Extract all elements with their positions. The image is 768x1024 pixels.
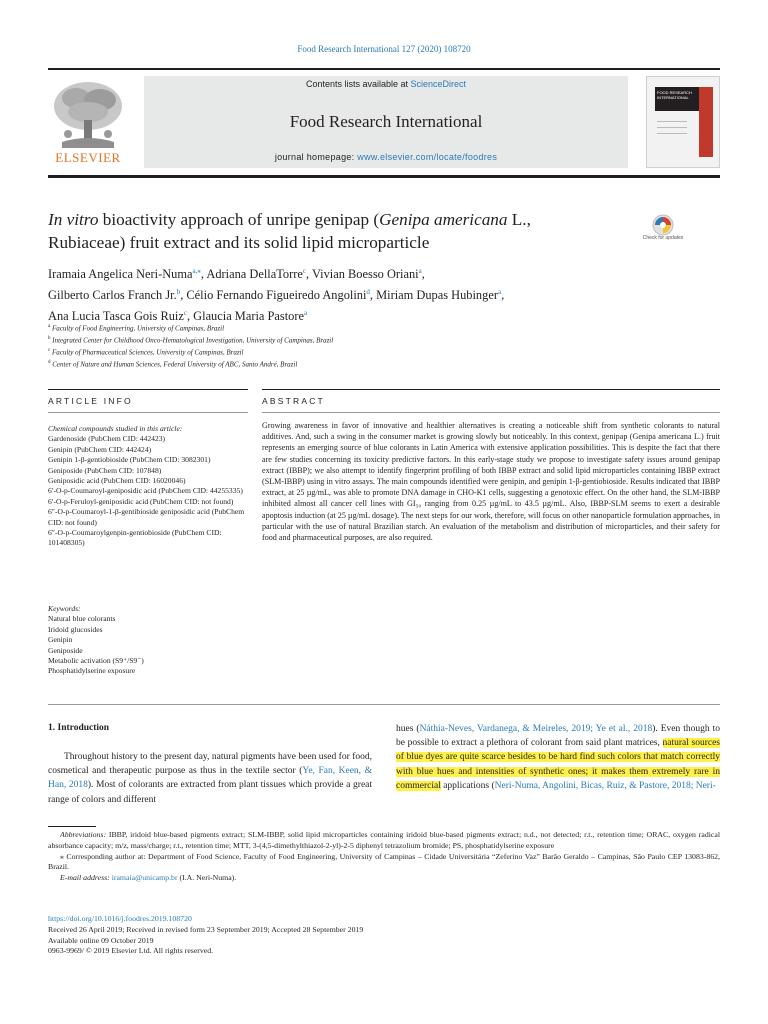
introduction-heading: 1. Introduction — [48, 723, 110, 733]
affiliation-text: Faculty of Food Engineering, University of Campinas, Brazil — [51, 324, 225, 333]
abstract-subrule — [262, 412, 720, 413]
abbreviations-note — [48, 830, 720, 852]
cover-title: FOOD RESEARCH INTERNATIONAL — [655, 87, 699, 111]
keyword-item: Natural blue colorants — [48, 614, 116, 624]
author-name[interactable]: Célio Fernando Figueiredo Angolini — [186, 288, 367, 303]
crossmark-label[interactable]: Check for updates — [642, 235, 684, 241]
cover-line — [657, 127, 687, 128]
compound-item: 6″-O-p-Coumaroylgenpin-gentiobioside (PubChem CID: 101408305) — [48, 528, 222, 548]
abstract-body: Growing awareness in favor of innovative and healthier alternatives is creating a noticeable shift from synthetic colorants to natural additives. And, such a swing in the consumer market is growing slowly but noticeably. In this context, genipap (Genipa americana L.) fruit represents an emerging source of blue colorants in Latin America with extensive application possibilities. This is despite the fact that there are few studies concerning its toxicity predictive factors. In this early-stage study we propose to investigate safety issues around genipap extract (IBBP); we also attempt to identify fingerprint profiling of both IBBP extract and solid lipid microparticles containing IBBP extract (SLM-IBBP) using in vitro assays. The main compounds identified were genipin, and genipin 1-β-gentiobioside. Results indicated that IBBP extract, at 25 µg/mL, was able to promote DNA damage in CHO-K1 cells, suggesting a genotoxic effect. On the other hand, the SLM-IBBP inhibited almost all cancer cell lines with GI₅₀ ranging from 0.25 µg/mL to 43.5 µg/mL. Also, IBBP-SLM seems to exert a desirable apoptosis induction (at 25 µg/mL dosage). The next steps for our work, therefore, will focus on other nanoparticle formulation approaches, in particular with the use of natural Brazilian starch. An evaluation of the metabolism and distribution of microparticles, and their safety for food and pharmaceutical purposes, are also required. — [262, 421, 720, 543]
author-name[interactable]: Adriana DellaTorre — [206, 267, 303, 282]
compound-item: Genipin 1-β-gentiobioside (PubChem CID: 3082301) — [48, 455, 211, 465]
affiliation-key: c — [48, 347, 51, 353]
affiliation — [48, 358, 688, 370]
article-info-rule — [48, 389, 248, 390]
cover-line — [657, 133, 687, 134]
journal-info-box — [144, 76, 628, 168]
doi-link[interactable]: https://doi.org/10.1016/j.foodres.2019.108720 — [48, 914, 192, 923]
keyword-item: Geniposide — [48, 645, 83, 655]
elsevier-wordmark: ELSEVIER — [55, 150, 121, 165]
footnotes — [48, 830, 720, 884]
author-name[interactable]: Glaucia Maria Pastore — [193, 309, 304, 324]
introduction-left-column — [48, 750, 372, 807]
publication-info — [48, 914, 720, 957]
affiliation-key: d — [48, 359, 51, 365]
homepage-prefix: journal homepage: — [274, 152, 358, 162]
author-affil-marker[interactable]: c — [183, 309, 187, 318]
author-separator: , — [180, 288, 187, 303]
compound-item: Gardenoside (PubChem CID: 442423) — [48, 434, 166, 444]
sciencedirect-link[interactable]: ScienceDirect — [410, 79, 467, 89]
footnote-rule — [48, 826, 96, 827]
title-part: bioactivity approach of unripe genipap ( — [98, 210, 380, 229]
keywords-heading: Keywords: — [48, 604, 81, 613]
email-label: E-mail address: — [60, 873, 112, 883]
compound-item: Geniposide (PubChem CID: 107848) — [48, 465, 162, 475]
intro-text: applications ( — [440, 780, 495, 791]
received-dates: Received 26 April 2019; Received in revised form 23 September 2019; Accepted 28 September 2019 — [48, 924, 364, 934]
author-separator: , — [200, 267, 207, 282]
contents-prefix: Contents lists available at — [305, 79, 411, 89]
compound-item: 6′-O-p-Feruloyl-geniposidic acid (PubChem CID: not found) — [48, 496, 234, 506]
reference-link[interactable]: Náthia-Neves, Vardanega, & Meireles, 2019; Ye et al., 2018 — [419, 724, 653, 734]
affiliation-text: Integrated Center for Childhood Onco-Hematological Investigation, University of Campinas, Brazil — [52, 336, 334, 345]
keyword-item: Genipin — [48, 635, 73, 645]
author-separator: , — [305, 267, 312, 282]
abbreviations-text: IBBP, iridoid blue-based pigments extract; SLM-IBBP, solid lipid microparticles containing iridoid blue-based pigments extract; n.d., not detected; r.t., retention time; ORAC, oxygen radical absorbance capacity; m/z, mass/charge; r.t., retention time; MTT, 3-(4,5-dimethylthiazol-2-yl)-2-5 diphenyl tetrazolium bromide; PS, phosphatidylserine exposure — [48, 830, 720, 850]
keyword-item: Metabolic activation (S9⁺/S9⁻) — [48, 656, 144, 666]
author-affil-marker[interactable]: a,⁎ — [192, 267, 201, 275]
article-info-subrule — [48, 412, 248, 413]
author-separator: , — [369, 288, 377, 303]
copyright-line: 0963-9969/ © 2019 Elsevier Ltd. All rights reserved. — [48, 946, 214, 956]
author-name[interactable]: Ana Lucia Tasca Gois Ruiz — [48, 309, 184, 324]
author-list — [48, 262, 688, 325]
journal-cover-thumbnail[interactable] — [646, 76, 720, 168]
reference-link[interactable]: Neri-Numa, Angolini, Bicas, Ruiz, & Pastore, 2018; Neri- — [494, 780, 716, 791]
compounds-heading: Chemical compounds studied in this article: — [48, 424, 183, 433]
journal-homepage-link[interactable]: www.elsevier.com/locate/foodres — [357, 152, 498, 162]
keywords-block — [48, 604, 248, 677]
email-link[interactable]: iramaia@unicamp.br — [111, 873, 178, 883]
compound-item: 6″-O-p-Coumaroyl-1-β-gentibioside geniposidic acid (PubChem CID: not found) — [48, 507, 245, 527]
intro-text: ). Even though to be possible to extract a plethora of colorant from said plant matrices, — [396, 724, 720, 749]
journal-title: Food Research International — [289, 112, 483, 131]
header-rule — [48, 175, 720, 178]
affiliations — [48, 322, 688, 370]
author-name[interactable]: Miriam Dupas Hubinger — [376, 288, 498, 303]
author-affil-marker[interactable]: a — [418, 267, 422, 275]
reference-link[interactable]: Ye, Fan, Keen, & Han, 2018 — [48, 766, 372, 791]
author-name[interactable]: Vivian Boesso Oriani — [311, 267, 419, 282]
title-part: L., Rubiaceae) fruit extract and its solid lipid microparticle — [48, 210, 531, 252]
compound-item: Geniposidic acid (PubChem CID: 16020046) — [48, 476, 186, 486]
cover-accent — [699, 87, 713, 157]
abstract-rule — [262, 389, 720, 390]
author-separator: , — [501, 288, 505, 303]
author-affil-marker[interactable]: b — [176, 288, 181, 297]
affiliation-text: Faculty of Pharmaceutical Sciences, University of Campinas, Brazil — [51, 348, 244, 357]
homepage-line — [144, 152, 628, 162]
title-italic-part: Genipa americana — [379, 210, 508, 229]
affiliation-text: Center of Nature and Human Sciences, Federal University of ABC, Santo André, Brazil — [52, 360, 298, 369]
affiliation — [48, 322, 688, 334]
introduction-right-column — [396, 722, 720, 793]
journal-citation-link[interactable]: Food Research International 127 (2020) 108720 — [297, 44, 471, 54]
journal-header — [48, 68, 720, 170]
title-italic-part: In vitro — [48, 210, 99, 229]
abbreviations-label: Abbreviations: — [60, 830, 107, 839]
affiliation — [48, 346, 688, 358]
intro-text: hues ( — [396, 724, 420, 734]
author-affil-marker[interactable]: c — [302, 267, 306, 275]
author-affil-marker[interactable]: a — [497, 288, 502, 297]
email-suffix: (I.A. Neri-Numa). — [177, 873, 237, 883]
affiliation — [48, 334, 688, 346]
available-online: Available online 09 October 2019 — [48, 935, 154, 945]
article-info-heading: ARTICLE INFO — [48, 396, 133, 406]
author-affil-marker[interactable]: a — [303, 309, 308, 318]
article-title — [48, 208, 608, 254]
crossmark-icon[interactable] — [645, 213, 681, 251]
intro-text: ). Most of colorants are extracted from plant tissues which provide a great range of colors and different — [48, 780, 373, 805]
keyword-item: Iridoid glucosides — [48, 624, 103, 634]
contents-line — [144, 79, 628, 89]
front-matter-rule — [48, 704, 720, 705]
affiliation-key: a — [48, 324, 51, 329]
keyword-item: Phosphatidylserine exposure — [48, 666, 136, 676]
author-name[interactable]: Iramaia Angelica Neri-Numa — [48, 267, 193, 282]
corresponding-author-note: ⁎ Corresponding author at: Department of Food Science, Faculty of Food Engineering, University of Campinas – Cidade Universitária “Zeferino Vaz” Barão Geraldo – Campinas, São Paulo CEP 13083-862, Brazil. — [48, 851, 720, 872]
author-affil-marker[interactable]: d — [366, 288, 370, 297]
compound-item: 6′-O-p-Coumaroyl-geniposidic acid (PubChem CID: 44255335) — [48, 486, 243, 496]
email-note — [48, 873, 720, 884]
author-name[interactable]: Gilberto Carlos Franch Jr. — [48, 288, 177, 303]
author-separator: , — [421, 267, 425, 282]
highlighted-text: natural sources of blue dyes are quite scarce besides to be hard find such colors that match correctly with blue hues and intensities of synthetic ones; it makes them extremely rare in commercial — [396, 738, 720, 791]
intro-text: Throughout history to the present day, natural pigments have been used for food, cosmetical and therapeutic purpose as thus in the textile sector ( — [48, 752, 372, 777]
author-separator: , — [186, 309, 194, 324]
cover-line — [657, 121, 687, 122]
compound-item: Genipin (PubChem CID: 442424) — [48, 444, 152, 454]
chemical-compounds-block — [48, 424, 248, 549]
abstract-heading: ABSTRACT — [262, 396, 325, 406]
affiliation-key: b — [48, 335, 51, 341]
